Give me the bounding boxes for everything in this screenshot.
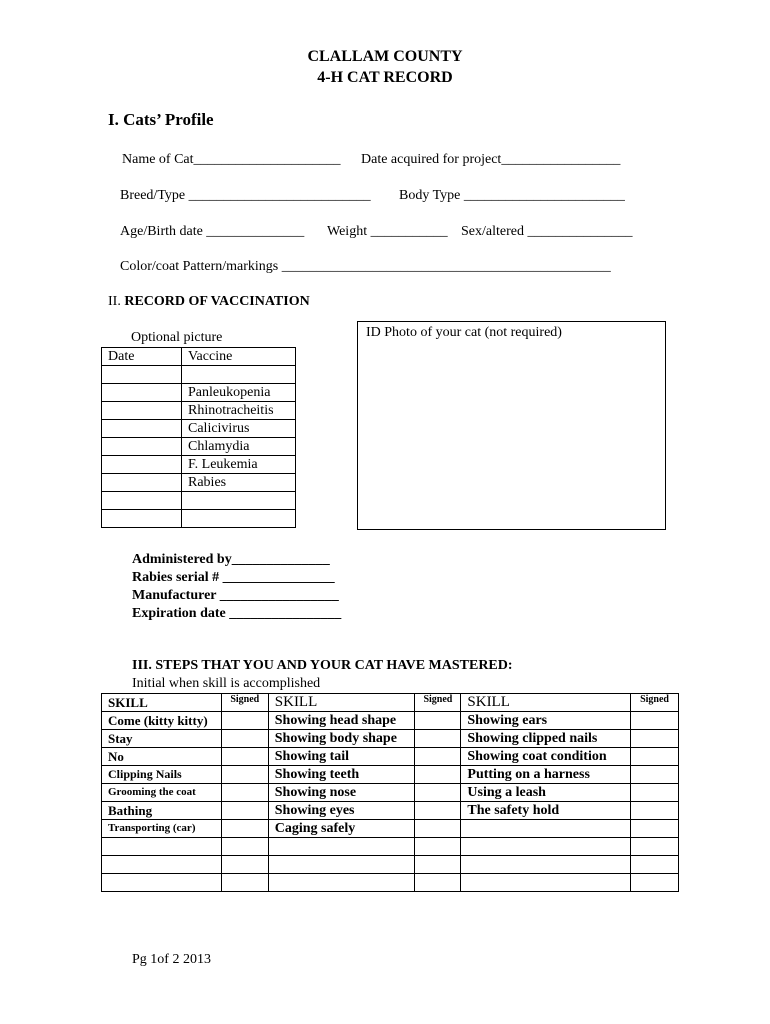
signed-cell[interactable] <box>221 802 268 820</box>
signed-cell[interactable] <box>415 802 461 820</box>
skill-cell: Showing coat condition <box>461 748 631 766</box>
skill-cell: Bathing <box>102 802 222 820</box>
signed-cell[interactable] <box>631 820 679 838</box>
administered-by-field[interactable]: Administered by______________ <box>132 552 330 567</box>
vaccine-cell[interactable]: Rhinotracheitis <box>182 402 296 420</box>
skill-cell: Showing ears <box>461 712 631 730</box>
skill-cell: Come (kitty kitty) <box>102 712 222 730</box>
document-title-line2: 4-H CAT RECORD <box>317 69 453 86</box>
sex-altered-field[interactable]: Sex/altered _______________ <box>461 224 633 239</box>
vaccine-cell[interactable]: Rabies <box>182 474 296 492</box>
breed-type-field[interactable]: Breed/Type __________________________ <box>120 188 371 203</box>
section-steps-title: III. STEPS THAT YOU AND YOUR CAT HAVE MASTERED: <box>132 658 513 673</box>
expiration-date-field[interactable]: Expiration date ________________ <box>132 606 342 621</box>
signed-cell[interactable] <box>221 874 268 892</box>
skill-cell[interactable] <box>461 856 631 874</box>
name-of-cat-field[interactable]: Name of Cat_____________________ <box>122 152 341 167</box>
vaccination-col-date: Date <box>102 348 182 366</box>
skill-cell[interactable] <box>461 874 631 892</box>
skill-cell[interactable] <box>102 856 222 874</box>
vaccination-date-cell[interactable] <box>102 510 182 528</box>
vaccine-cell[interactable]: F. Leukemia <box>182 456 296 474</box>
skill-cell: The safety hold <box>461 802 631 820</box>
skill-cell: No <box>102 748 222 766</box>
vaccine-cell[interactable] <box>182 366 296 384</box>
skill-cell: Transporting (car) <box>102 820 222 838</box>
skill-cell[interactable] <box>102 838 222 856</box>
vaccination-date-cell[interactable] <box>102 420 182 438</box>
signed-cell[interactable] <box>415 856 461 874</box>
skill-cell: Clipping Nails <box>102 766 222 784</box>
age-birth-date-field[interactable]: Age/Birth date ______________ <box>120 224 305 239</box>
weight-field[interactable]: Weight ___________ <box>327 224 448 239</box>
vaccination-date-cell[interactable] <box>102 474 182 492</box>
signed-cell[interactable] <box>631 730 679 748</box>
skills-col2-header: SKILL <box>268 694 415 712</box>
signed-header: Signed <box>221 694 268 712</box>
vaccine-cell[interactable] <box>182 510 296 528</box>
signed-cell[interactable] <box>631 856 679 874</box>
skill-cell: Grooming the coat <box>102 784 222 802</box>
skill-cell: Caging safely <box>268 820 415 838</box>
skill-cell: Showing head shape <box>268 712 415 730</box>
skills-col1-header: SKILL <box>102 694 222 712</box>
signed-cell[interactable] <box>221 766 268 784</box>
vaccination-date-cell[interactable] <box>102 456 182 474</box>
skill-cell: Stay <box>102 730 222 748</box>
skill-cell[interactable] <box>268 874 415 892</box>
skill-cell: Showing eyes <box>268 802 415 820</box>
skill-cell[interactable] <box>268 856 415 874</box>
section-steps-subtitle: Initial when skill is accomplished <box>132 676 321 691</box>
signed-cell[interactable] <box>631 802 679 820</box>
skill-cell: Using a leash <box>461 784 631 802</box>
body-type-field[interactable]: Body Type _______________________ <box>399 188 625 203</box>
skill-cell: Putting on a harness <box>461 766 631 784</box>
skills-col3-header: SKILL <box>461 694 631 712</box>
signed-cell[interactable] <box>631 748 679 766</box>
page-footer: Pg 1of 2 2013 <box>132 952 211 967</box>
manufacturer-field[interactable]: Manufacturer _________________ <box>132 588 339 603</box>
skill-cell <box>461 820 631 838</box>
id-photo-box[interactable] <box>357 321 666 530</box>
document-title-line1: CLALLAM COUNTY <box>307 48 463 65</box>
section-vaccination-number: II. <box>108 294 121 309</box>
color-coat-field[interactable]: Color/coat Pattern/markings _______________________________________________ <box>120 259 611 274</box>
vaccine-cell[interactable]: Panleukopenia <box>182 384 296 402</box>
signed-cell[interactable] <box>221 838 268 856</box>
signed-cell[interactable] <box>415 748 461 766</box>
skill-cell[interactable] <box>461 838 631 856</box>
signed-cell[interactable] <box>221 856 268 874</box>
signed-cell[interactable] <box>415 784 461 802</box>
skill-cell: Showing clipped nails <box>461 730 631 748</box>
skill-cell: Showing body shape <box>268 730 415 748</box>
signed-cell[interactable] <box>415 838 461 856</box>
vaccination-col-vaccine: Vaccine <box>182 348 296 366</box>
signed-cell[interactable] <box>631 712 679 730</box>
skill-cell: Showing teeth <box>268 766 415 784</box>
signed-cell[interactable] <box>631 766 679 784</box>
signed-cell[interactable] <box>631 784 679 802</box>
skill-cell[interactable] <box>102 874 222 892</box>
section-cats-profile-title: I. Cats’ Profile <box>108 110 214 129</box>
signed-cell[interactable] <box>631 874 679 892</box>
vaccination-table <box>101 347 296 528</box>
id-photo-label: ID Photo of your cat (not required) <box>366 325 562 340</box>
vaccine-cell[interactable]: Chlamydia <box>182 438 296 456</box>
skills-table <box>101 693 679 892</box>
vaccine-cell[interactable]: Calicivirus <box>182 420 296 438</box>
optional-picture-label: Optional picture <box>131 330 223 345</box>
signed-cell[interactable] <box>415 766 461 784</box>
vaccination-date-cell[interactable] <box>102 438 182 456</box>
section-vaccination-label: RECORD OF VACCINATION <box>124 294 310 309</box>
signed-cell[interactable] <box>415 730 461 748</box>
signed-header: Signed <box>415 694 461 712</box>
signed-cell[interactable] <box>221 784 268 802</box>
signed-cell[interactable] <box>221 712 268 730</box>
skill-cell[interactable] <box>268 838 415 856</box>
rabies-serial-field[interactable]: Rabies serial # ________________ <box>132 570 335 585</box>
vaccination-date-cell[interactable] <box>102 402 182 420</box>
date-acquired-field[interactable]: Date acquired for project_________________ <box>361 152 621 167</box>
vaccination-date-cell[interactable] <box>102 366 182 384</box>
signed-cell[interactable] <box>415 820 461 838</box>
signed-cell[interactable] <box>221 820 268 838</box>
signed-cell[interactable] <box>415 874 461 892</box>
signed-cell[interactable] <box>415 712 461 730</box>
vaccination-date-cell[interactable] <box>102 384 182 402</box>
signed-cell[interactable] <box>221 748 268 766</box>
vaccine-cell[interactable] <box>182 492 296 510</box>
section-vaccination-title <box>108 294 310 310</box>
signed-header: Signed <box>631 694 679 712</box>
skill-cell: Showing tail <box>268 748 415 766</box>
signed-cell[interactable] <box>221 730 268 748</box>
skill-cell: Showing nose <box>268 784 415 802</box>
signed-cell[interactable] <box>631 838 679 856</box>
vaccination-date-cell[interactable] <box>102 492 182 510</box>
